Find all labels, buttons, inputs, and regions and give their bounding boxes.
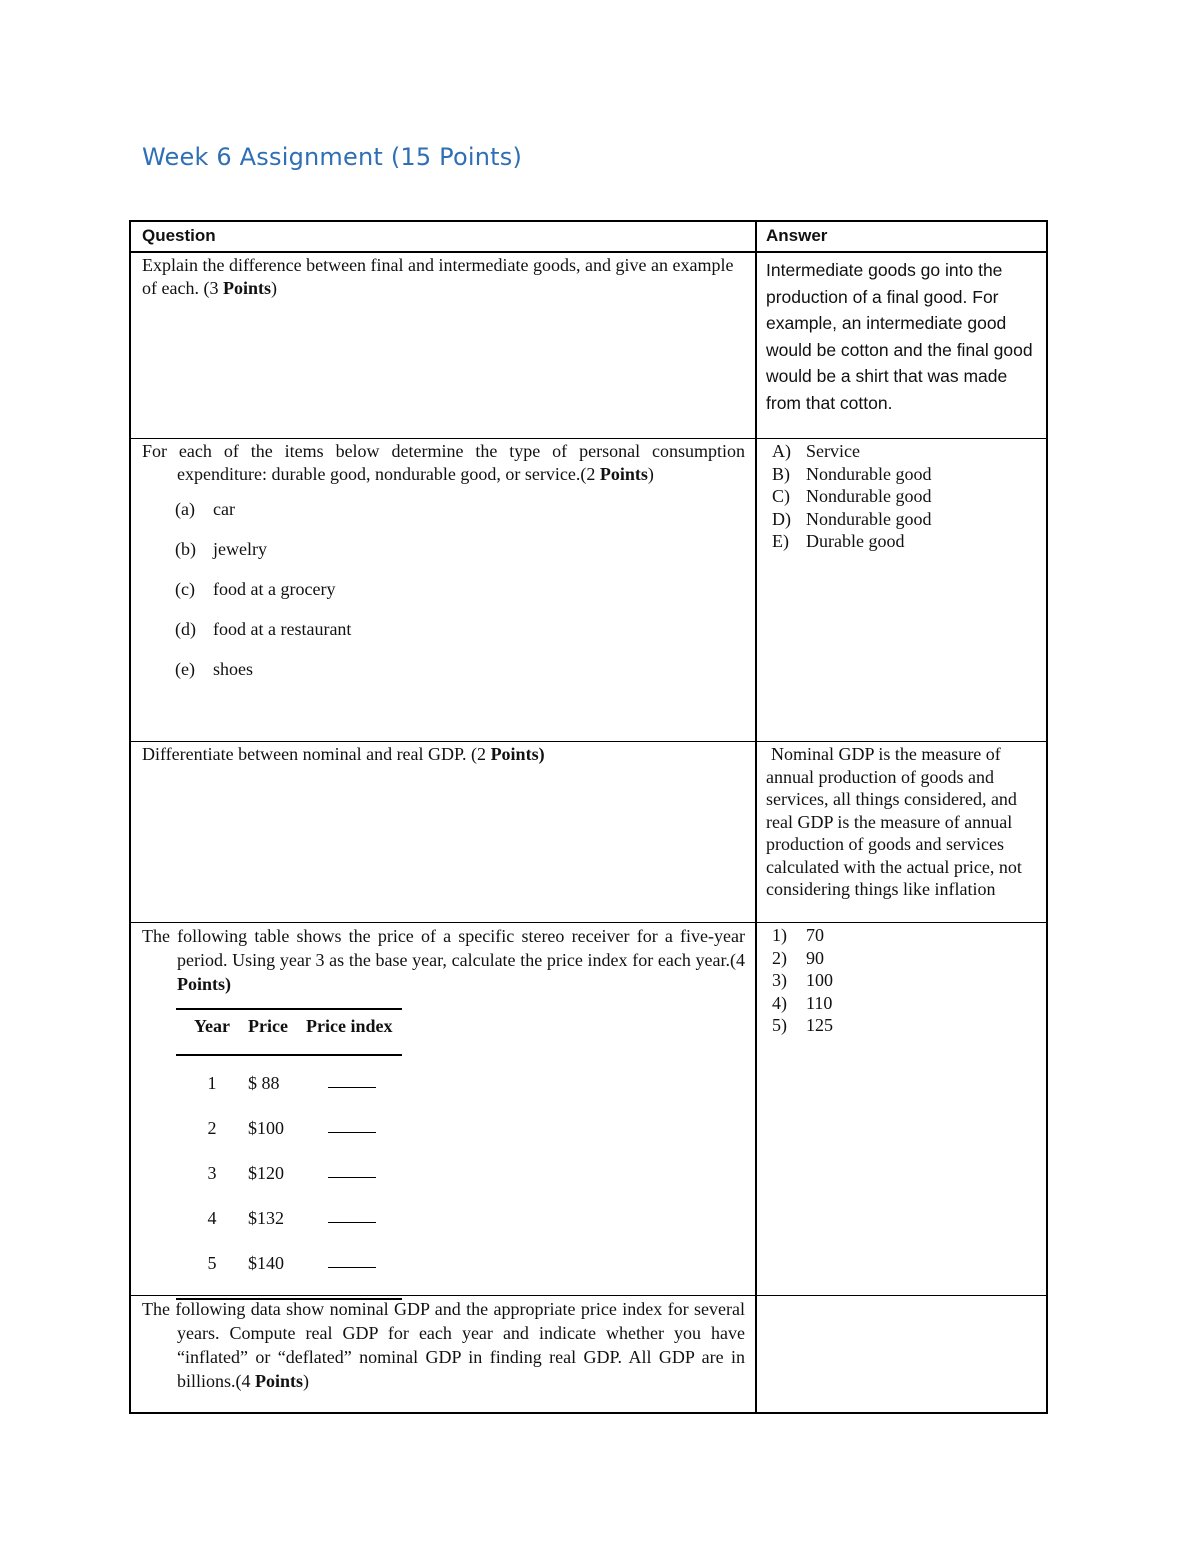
- answer-item[interactable]: B) Nondurable good: [772, 463, 932, 484]
- question-cell: [131, 253, 757, 438]
- table-row: [131, 252, 1046, 438]
- item-list: [142, 498, 745, 698]
- answer-cell[interactable]: [757, 1296, 1046, 1412]
- blank-line: [328, 1061, 376, 1088]
- question-text: Differentiate between nominal and real GDP. (2 Points): [142, 744, 545, 764]
- answer-item[interactable]: 2) 90: [772, 947, 824, 968]
- table-row: [131, 438, 1046, 741]
- question-text: Explain the difference between final and intermediate goods, and give an example of each. (3 Points): [142, 255, 734, 298]
- question-cell: [131, 1296, 757, 1412]
- answer-item[interactable]: E) Durable good: [772, 531, 905, 551]
- price-table-row: 5 $140: [176, 1241, 402, 1286]
- answer-item[interactable]: 4) 110: [772, 992, 833, 1013]
- answer-item[interactable]: A) Service: [772, 441, 860, 461]
- blank-line: [328, 1106, 376, 1133]
- answer-text[interactable]: Nominal GDP is the measure of annual production of goods and services, all things considered, and real GDP is the measure of annual production of goods and services calculated with the actual price, not considering things like inflation: [766, 744, 1022, 899]
- list-item: (c) food at a grocery: [175, 579, 336, 599]
- price-table-row: 1 $ 88: [176, 1061, 402, 1106]
- list-item: (d) food at a restaurant: [175, 619, 352, 639]
- answer-cell[interactable]: [757, 439, 1046, 741]
- question-text: The following table shows the price of a specific stereo receiver for a five-year period. Using year 3 as the base year, calculate the price index for each year.(4 Points): [142, 926, 745, 994]
- blank-line: [328, 1241, 376, 1268]
- question-text: The following data show nominal GDP and the appropriate price index for several years. Compute real GDP for each year and indicate whether you have “inflated” or “deflated” nominal GDP in finding real GDP. All GDP are in billions.(4 Points): [142, 1299, 745, 1391]
- blank-line: [328, 1196, 376, 1223]
- answer-item[interactable]: 5) 125: [772, 1015, 833, 1035]
- price-table-row: 2 $100: [176, 1106, 402, 1151]
- price-table-row: 3 $120: [176, 1151, 402, 1196]
- page-title: Week 6 Assignment (15 Points): [142, 143, 523, 171]
- list-item: (e) shoes: [175, 659, 253, 679]
- answer-column-header: Answer: [766, 226, 828, 245]
- table-row: [131, 922, 1046, 1295]
- table-row: [131, 741, 1046, 922]
- blank-line: [328, 1151, 376, 1178]
- question-cell: [131, 439, 757, 741]
- question-cell: [131, 923, 757, 1295]
- question-cell: [131, 742, 757, 922]
- price-table-header: Year Price Price index: [176, 1010, 402, 1056]
- answer-cell[interactable]: [757, 742, 1046, 922]
- question-column-header: Question: [131, 222, 757, 251]
- assignment-table: [129, 220, 1048, 1414]
- answer-cell[interactable]: [757, 923, 1046, 1295]
- table-header-row: [131, 222, 1046, 252]
- question-text: For each of the items below determine the type of personal consumption expenditure: durable good, nondurable good, or service.(2 Points): [142, 441, 745, 484]
- answer-item[interactable]: C) Nondurable good: [772, 486, 932, 506]
- price-table-row: 4 $132: [176, 1196, 402, 1241]
- answer-item[interactable]: D) Nondurable good: [772, 508, 932, 529]
- table-row: [131, 1295, 1046, 1412]
- price-table: [176, 1008, 402, 1300]
- answer-item[interactable]: 1) 70: [772, 925, 824, 945]
- list-item: (b) jewelry: [175, 539, 267, 559]
- answer-cell[interactable]: [757, 253, 1046, 438]
- answer-item[interactable]: 3) 100: [772, 970, 833, 990]
- list-item: (a) car: [175, 499, 235, 519]
- answer-text[interactable]: Intermediate goods go into the production of a final good. For example, an intermediate good would be cotton and the final good would be a shirt that was made from that cotton.: [766, 260, 1033, 413]
